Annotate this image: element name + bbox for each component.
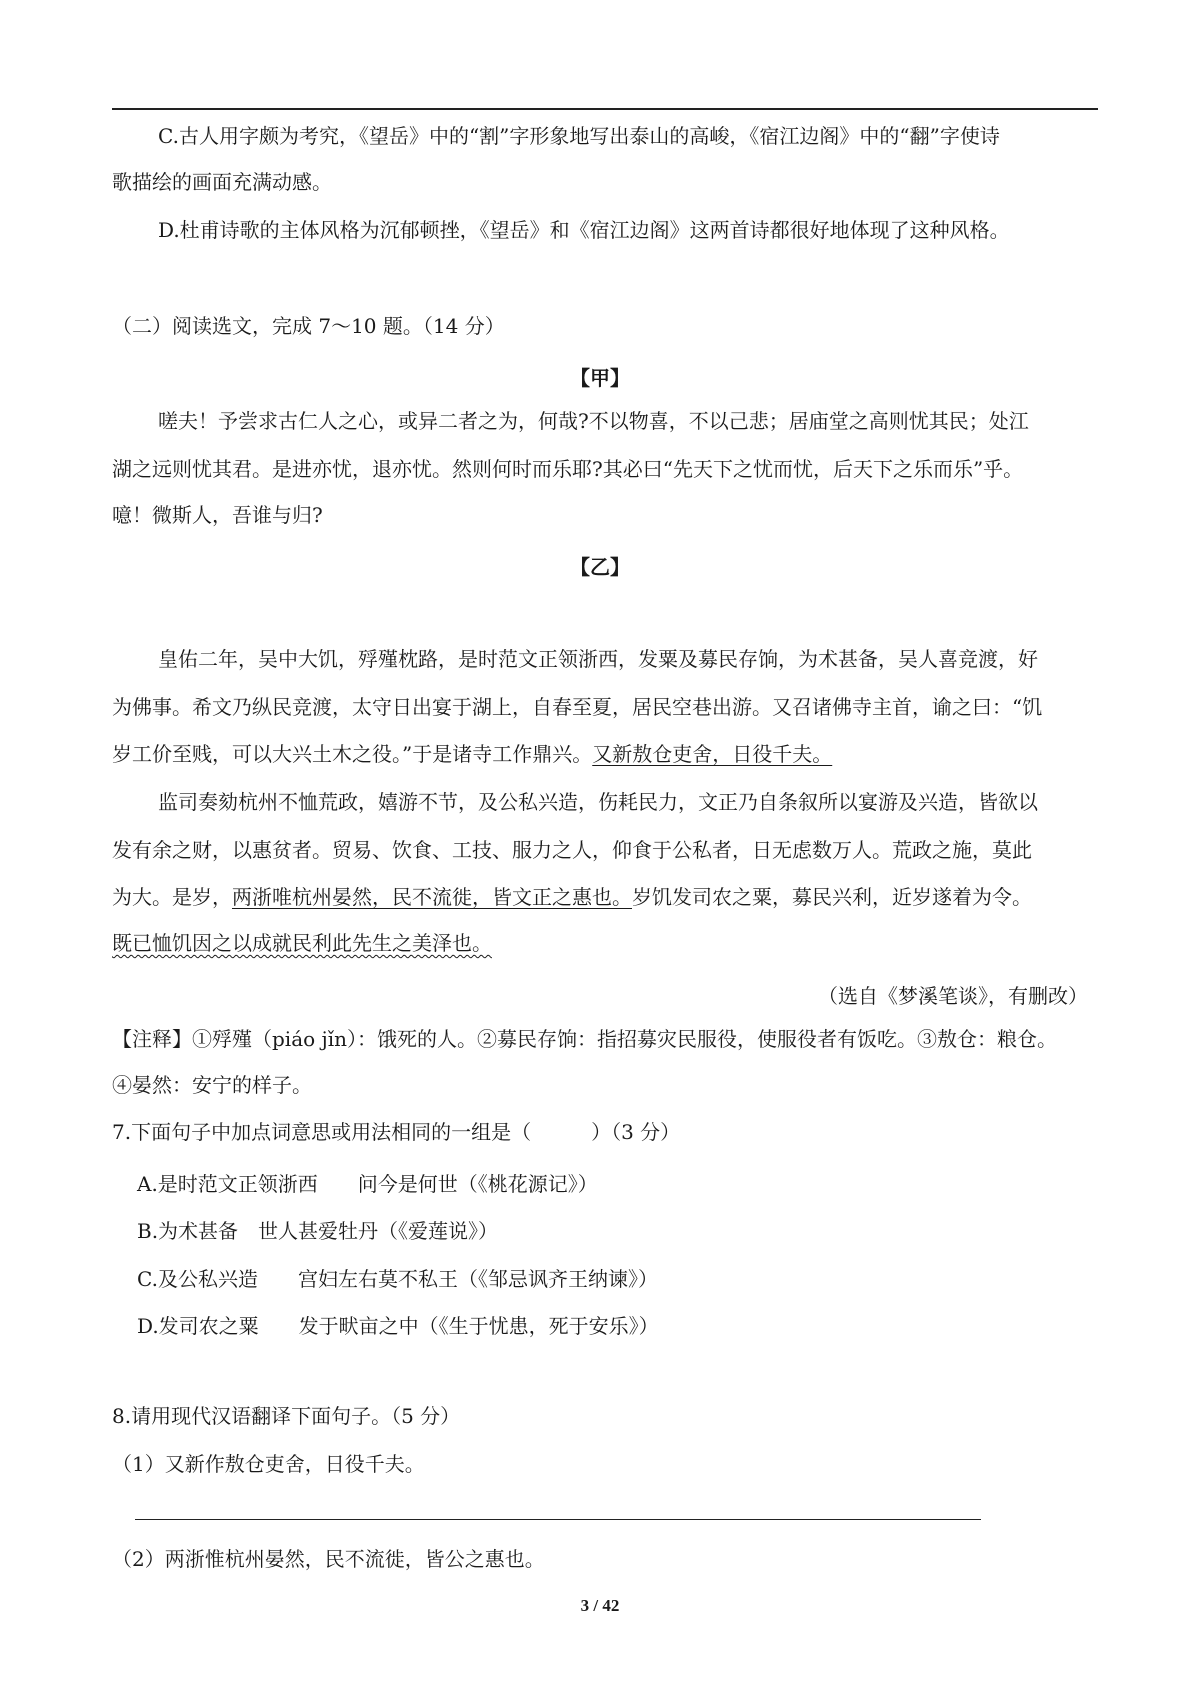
answer-line[interactable] <box>135 1519 981 1520</box>
yi-p2-line2: 发有余之财，以惠贫者。贸易、饮食、工技、服力之人，仰食于公私者，日无虑数万人。荒政之施，莫此 <box>112 838 1032 862</box>
q8-sentence-1: （1）又新作敖仓吏舍，日役千夫。 <box>112 1452 425 1476</box>
source-citation: （选自《梦溪笔谈》，有删改） <box>818 984 1088 1008</box>
q7-option-d: D.发司农之粟 发于畎亩之中（《生于忧患，死于安乐》） <box>137 1314 659 1338</box>
q7-option-a: A.是时范文正领浙西 问今是何世（《桃花源记》） <box>137 1172 598 1196</box>
q7-option-b: B.为术甚备 世人甚爱牡丹（《爱莲说》） <box>137 1219 499 1243</box>
yi-p2-line3-end: 岁饥发司农之粟，募民兴利，近岁遂着为令。 <box>632 885 1032 909</box>
option-c-line2: 歌描绘的画面充满动感。 <box>112 170 332 194</box>
jia-line-1: 嗟夫！予尝求古仁人之心，或异二者之为，何哉?不以物喜，不以己悲；居庙堂之高则忧其民；处江 <box>158 409 1029 433</box>
option-c-line1: C.古人用字颇为考究，《望岳》中的“割”字形象地写出泰山的高峻，《宿江边阁》中的“翻”字使诗 <box>158 124 1000 148</box>
underlined-sentence-2: 两浙唯杭州晏然，民不流徙，皆文正之惠也。 <box>232 885 632 909</box>
q7-stem: 7.下面句子中加点词意思或用法相同的一组是（ ）（3 分） <box>112 1120 681 1144</box>
notes-line2: ④晏然：安宁的样子。 <box>112 1073 312 1097</box>
yi-p1-line1: 皇佑二年，吴中大饥，殍殣枕路，是时范文正领浙西，发粟及募民存饷，为术甚备，吴人喜竞渡，好 <box>158 647 1038 671</box>
yi-p2-line4 <box>112 932 492 954</box>
yi-p2-line3 <box>112 886 1032 908</box>
yi-p1-line3-text: 岁工价至贱，可以大兴土木之役。”于是诸寺工作鼎兴。 <box>112 742 593 766</box>
notes-line1: 【注释】①殍殣（piáo jǐn）：饿死的人。②募民存饷：指招募灾民服役，使服役者有饭吃。③敖仓：粮仓。 <box>112 1027 1057 1051</box>
yi-p1-line3 <box>112 743 832 765</box>
q7-option-c: C.及公私兴造 宫妇左右莫不私王（《邹忌讽齐王纳谏》） <box>137 1267 658 1291</box>
option-d: D.杜甫诗歌的主体风格为沉郁顿挫，《望岳》和《宿江边阁》这两首诗都很好地体现了这种风格。 <box>158 218 1010 242</box>
jia-line-2: 湖之远则忧其君。是进亦忧，退亦忧。然则何时而乐耶?其必曰“先天下之忧而忧，后天下之乐而乐”乎。 <box>112 457 1024 481</box>
underlined-sentence-1: 又新敖仓吏舍，日役千夫。 <box>592 742 833 766</box>
wavy-underlined-sentence: 既已恤饥因之以成就民利此先生之美泽也。 <box>112 931 492 955</box>
yi-p2-line1: 监司奏劾杭州不恤荒政，嬉游不节，及公私兴造，伤耗民力，文正乃自条叙所以宴游及兴造，皆欲以 <box>158 790 1038 814</box>
section-heading: （二）阅读选文，完成 7～10 题。（14 分） <box>112 314 505 338</box>
passage-yi-label: 【乙】 <box>570 555 630 579</box>
yi-p1-line2: 为佛事。希文乃纵民竞渡，太守日出宴于湖上，自春至夏，居民空巷出游。又召诸佛寺主首，谕之曰：“饥 <box>112 695 1043 719</box>
jia-line-3: 噫！微斯人，吾谁与归? <box>112 503 323 527</box>
q8-sentence-2: （2）两浙惟杭州晏然，民不流徙，皆公之惠也。 <box>112 1547 545 1571</box>
header-rule <box>112 108 1098 110</box>
yi-p2-line3-start: 为大。是岁， <box>112 885 232 909</box>
page-number: 3 / 42 <box>580 1596 620 1615</box>
q8-stem: 8.请用现代汉语翻译下面句子。（5 分） <box>112 1404 461 1428</box>
passage-jia-label: 【甲】 <box>570 366 630 390</box>
